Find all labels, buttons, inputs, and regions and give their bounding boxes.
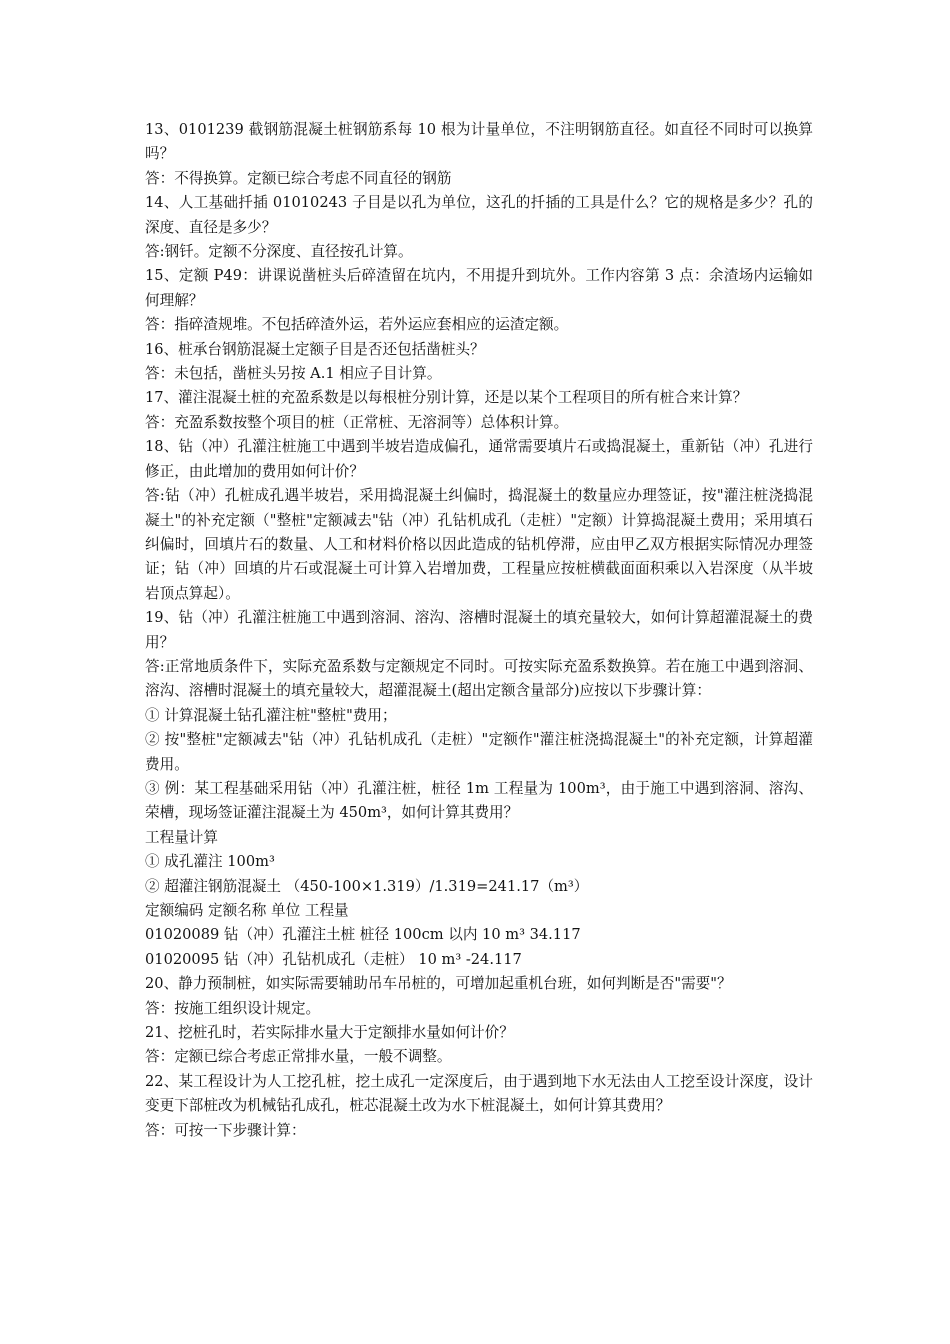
paragraph-line: 21、挖桩孔时，若实际排水量大于定额排水量如何计价？ <box>145 1024 514 1042</box>
paragraph-line: 01020095 钻（冲）孔钻机成孔（走桩） 10 m³ -24.117 <box>145 950 522 968</box>
paragraph-line: 答：定额已综合考虑正常排水量，一般不调整。 <box>145 1048 452 1066</box>
paragraph-line: ① 成孔灌注 100m³ <box>145 853 275 871</box>
paragraph-line: ③ 例：某工程基础采用钻（冲）孔灌注桩，桩径 1m 工程量为 100m³，由于施工中遇到溶洞、溶沟、荣槽，现场签证灌注混凝土为 450m³，如何计算其费用？ <box>145 779 813 822</box>
paragraph-line: 答：可按一下步骤计算： <box>145 1121 306 1139</box>
paragraph-line: 答:正常地质条件下，实际充盈系数与定额规定不同时。可按实际充盈系数换算。若在施工中遇到溶洞、溶沟、溶槽时混凝土的填充量较大，超灌混凝土(超出定额含量部分)应按以下步骤计算： <box>145 657 813 700</box>
paragraph-line: 答:钢钎。定额不分深度、直径按孔计算。 <box>145 243 413 261</box>
paragraph-line: ② 按"整桩"定额减去"钻（冲）孔钻机成孔（走桩）"定额作"灌注桩浇捣混凝土"的补充定额，计算超灌费用。 <box>145 731 813 773</box>
paragraph-line: 工程量计算 <box>145 828 218 846</box>
paragraph-line: 13、0101239 截钢筋混凝土桩钢筋系每 10 根为计量单位，不注明钢筋直径。如直径不同时可以换算吗？ <box>145 121 813 163</box>
paragraph-line: 19、钻（冲）孔灌注桩施工中遇到溶洞、溶沟、溶槽时混凝土的填充量较大，如何计算超灌混凝土的费用？ <box>145 609 813 651</box>
paragraph-line: 15、定额 P49：讲课说凿桩头后碎渣留在坑内，不用提升到坑外。工作内容第 3 点：余渣场内运输如何理解？ <box>145 267 813 309</box>
paragraph-line: 定额编码 定额名称 单位 工程量 <box>145 902 349 919</box>
paragraph-line: 答:钻（冲）孔桩成孔遇半坡岩，采用捣混凝土纠偏时，捣混凝土的数量应办理签证，按"灌注桩浇捣混凝土"的补充定额（"整桩"定额减去"钻（冲）孔钻机成孔（走桩）"定额）计算捣混凝土费用；采用填石纠偏时，回填片石的数量、人工和材料价格以因此造成的钻机停滞，应由甲乙双方根据实际情况办理签证；钻（冲）回填的片石或混凝土可计算入岩增加费，工程量应按桩横截面面积乘以入岩深度（从半坡岩顶点算起）。 <box>145 487 813 602</box>
paragraph-line: 14、人工基础扦插 01010243 子目是以孔为单位，这孔的扦插的工具是什么？它的规格是多少？孔的深度、直径是多少？ <box>145 194 813 236</box>
paragraph-line: ② 超灌注钢筋混凝土 （450-100×1.319）/1.319=241.17（m³） <box>145 877 589 895</box>
paragraph-line: 20、静力预制桩，如实际需要辅助吊车吊桩的，可增加起重机台班，如何判断是否"需要"？ <box>145 975 732 993</box>
paragraph-line: 答：充盈系数按整个项目的桩（正常桩、无溶洞等）总体积计算。 <box>145 413 569 431</box>
paragraph-line: 答：按施工组织设计规定。 <box>145 999 321 1017</box>
paragraph-line: ① 计算混凝土钻孔灌注桩"整桩"费用； <box>145 706 397 724</box>
paragraph-line: 17、灌注混凝土桩的充盈系数是以每根桩分别计算，还是以某个工程项目的所有桩合来计算？ <box>145 389 748 407</box>
paragraph-line: 18、钻（冲）孔灌注桩施工中遇到半坡岩造成偏孔，通常需要填片石或捣混凝土，重新钻（冲）孔进行修正，由此增加的费用如何计价？ <box>145 438 813 480</box>
paragraph-line: 答：指碎渣规堆。不包括碎渣外运，若外运应套相应的运渣定额。 <box>145 316 569 334</box>
paragraph-line: 答：未包括，凿桩头另按 A.1 相应子目计算。 <box>145 365 442 383</box>
paragraph-line: 01020089 钻（冲）孔灌注土桩 桩径 100cm 以内 10 m³ 34.117 <box>145 926 581 944</box>
paragraph-line: 22、某工程设计为人工挖孔桩，挖土成孔一定深度后，由于遇到地下水无法由人工挖至设计深度，设计变更下部桩改为机械钻孔成孔，桩芯混凝土改为水下桩混凝土，如何计算其费用？ <box>145 1072 813 1115</box>
paragraph-line: 答：不得换算。定额已综合考虑不同直径的钢筋 <box>145 169 452 187</box>
document-body <box>145 118 813 1143</box>
paragraph-line: 16、桩承台钢筋混凝土定额子目是否还包括凿桩头？ <box>145 340 485 358</box>
